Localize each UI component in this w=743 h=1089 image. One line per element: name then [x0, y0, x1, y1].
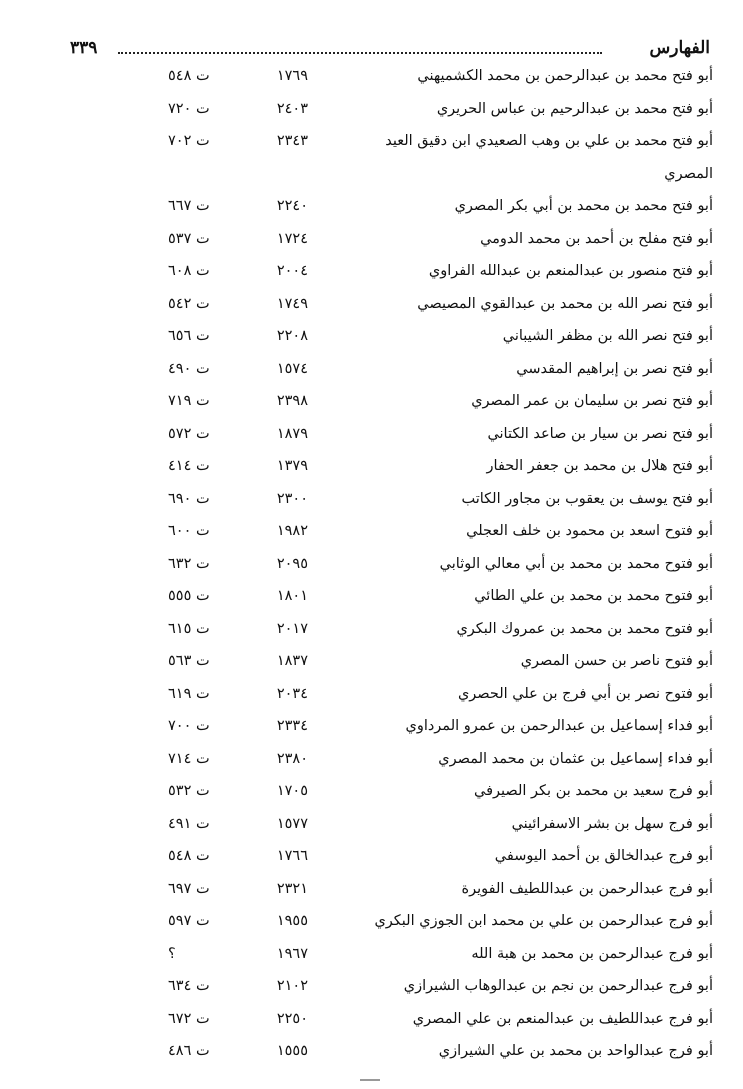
entry-number: ٢٠٩٥: [276, 555, 308, 572]
entry-death-year: ت ٦٩٧: [168, 880, 210, 897]
entry-death-year: ت ٥٥٥: [168, 588, 210, 604]
entry-name: أبو فتح محمد بن محمد بن أبي بكر المصري: [454, 198, 713, 214]
index-entry: [0, 844, 743, 877]
entry-death-year: ت ٥٣٢: [168, 783, 210, 799]
entry-number: ٢٠٠٤: [276, 263, 308, 279]
index-entry: [0, 812, 743, 845]
bottom-mark: [360, 1079, 380, 1081]
entry-name: أبو فرج عبدالواحد بن محمد بن علي الشيرازي: [438, 1043, 713, 1059]
index-entry: [0, 64, 743, 97]
entry-number: ١٨٧٩: [276, 425, 308, 442]
entry-name: أبو فرج عبدالخالق بن أحمد اليوسفي: [494, 848, 713, 864]
entry-number: ١٩٥٥: [276, 913, 308, 929]
index-entry: [0, 292, 743, 325]
entry-number: ١٧٤٩: [276, 295, 308, 312]
entry-death-year: ت ٦٩٠: [168, 490, 210, 507]
entry-number: ٢٣٣٤: [276, 718, 308, 734]
entry-number: ٢٤٠٣: [276, 100, 308, 117]
entry-number: ٢٠١٧: [276, 620, 308, 637]
index-entry: [0, 97, 743, 130]
index-entry: [0, 942, 743, 975]
index-entry: [0, 1007, 743, 1040]
entry-number: ٢٠٣٤: [276, 685, 308, 702]
entry-death-year: ت ٧٠٢: [168, 133, 210, 149]
entry-death-year: ت ٥٧٢: [168, 425, 210, 442]
entry-death-year: ت ٥٣٧: [168, 230, 210, 247]
entry-name: أبو فتح محمد بن عبدالرحمن بن محمد الكشميهني: [417, 68, 713, 84]
entry-name: أبو فتوح ناصر بن حسن المصري: [520, 653, 713, 669]
entry-name: أبو فتوح محمد بن محمد بن أبي معالي الوثابي: [439, 555, 713, 572]
entry-name: أبو فتح منصور بن عبدالمنعم بن عبدالله الفراوي: [428, 263, 713, 279]
entry-death-year: ؟: [168, 945, 176, 962]
entry-number: ٢٣٨٠: [276, 750, 308, 767]
entry-name: أبو فتوح نصر بن أبي فرج بن علي الحصري: [457, 685, 713, 702]
entry-death-year: ت ٦٣٤: [168, 978, 210, 994]
index-entry: [0, 649, 743, 682]
entry-number: ١٩٦٧: [276, 945, 308, 962]
index-entry: [0, 584, 743, 617]
entry-number: ١٧٦٩: [276, 68, 308, 84]
entry-number: ٢٣٩٨: [276, 393, 308, 409]
entry-name: أبو فتح نصر بن إبراهيم المقدسي: [516, 360, 713, 377]
entry-name: أبو فرج عبدالرحمن بن نجم بن عبدالوهاب الشيرازي: [403, 978, 713, 994]
entry-name: أبو فرج عبدالرحمن بن عبداللطيف الفويرة: [461, 880, 713, 897]
entry-number: ٢٣٢١: [276, 880, 308, 897]
index-entry: [0, 357, 743, 390]
entry-name: أبو فرج عبدالرحمن بن علي بن محمد ابن الجوزي البكري: [374, 913, 713, 929]
entry-number: ٢٢٠٨: [276, 328, 308, 344]
entry-number: ٢٢٥٠: [276, 1010, 308, 1027]
entry-death-year: ت ٧١٤: [168, 750, 210, 767]
entry-death-year: ت ٦٠٠: [168, 523, 210, 539]
index-entry: [0, 389, 743, 422]
entry-number: ٢٢٤٠: [276, 198, 308, 214]
entry-number: ١٧٦٦: [276, 848, 308, 864]
index-entry: [0, 617, 743, 650]
index-entry: [0, 162, 743, 195]
leader-dots: [118, 52, 602, 54]
entry-name: أبو فتح نصر الله بن مظفر الشيباني: [502, 328, 713, 344]
index-entry: [0, 682, 743, 715]
entry-name: أبو فتح نصر بن سليمان بن عمر المصري: [471, 393, 713, 409]
index-entry: [0, 422, 743, 455]
entry-name: أبو فتح نصر بن سيار بن صاعد الكتاني: [487, 425, 713, 442]
entry-name: أبو فتح هلال بن محمد بن جعفر الحفار: [486, 458, 713, 474]
page-number: ٣٣٩: [70, 38, 98, 58]
entry-name: المصري: [664, 165, 713, 182]
entry-name: أبو فتح محمد بن علي بن وهب الصعيدي ابن دقيق العيد: [385, 133, 713, 149]
index-entry: [0, 324, 743, 357]
index-entry: [0, 129, 743, 162]
index-list: [0, 64, 743, 1072]
entry-death-year: ت ٥٤٨: [168, 848, 210, 864]
entry-number: ١٨٠١: [276, 588, 308, 604]
entry-name: أبو فداء إسماعيل بن عثمان بن محمد المصري: [438, 750, 713, 767]
index-entry: [0, 974, 743, 1007]
entry-death-year: ت ٦١٩: [168, 685, 210, 702]
entry-death-year: ت ٥٤٢: [168, 295, 210, 312]
entry-name: أبو فتح نصر الله بن محمد بن عبدالقوي المصيصي: [417, 295, 713, 312]
entry-name: أبو فتوح اسعد بن محمود بن خلف العجلي: [466, 523, 713, 539]
index-entry: [0, 552, 743, 585]
entry-death-year: ت ٧٢٠: [168, 100, 210, 117]
entry-number: ١٥٧٤: [276, 360, 308, 377]
entry-number: ١٥٧٧: [276, 815, 308, 832]
entry-death-year: ت ٦٥٦: [168, 328, 210, 344]
entry-death-year: ت ٥٤٨: [168, 68, 210, 84]
entry-death-year: ت ٤٩٠: [168, 360, 210, 377]
entry-death-year: ت ٥٦٣: [168, 653, 210, 669]
entry-number: ١٥٥٥: [276, 1043, 308, 1059]
index-entry: [0, 487, 743, 520]
index-entry: [0, 259, 743, 292]
entry-number: ١٣٧٩: [276, 458, 308, 474]
entry-death-year: ت ٤٩١: [168, 815, 210, 832]
index-entry: [0, 194, 743, 227]
entry-number: ١٧٠٥: [276, 783, 308, 799]
index-entry: [0, 779, 743, 812]
entry-death-year: ت ٥٩٧: [168, 913, 210, 929]
entry-death-year: ت ٤٨٦: [168, 1043, 210, 1059]
entry-number: ٢٣٤٣: [276, 133, 308, 149]
entry-death-year: ت ٧١٩: [168, 393, 210, 409]
entry-death-year: ت ٤١٤: [168, 458, 210, 474]
index-entry: [0, 877, 743, 910]
entry-number: ١٩٨٢: [276, 523, 308, 539]
index-entry: [0, 909, 743, 942]
entry-number: ١٧٢٤: [276, 230, 308, 247]
index-entry: [0, 1039, 743, 1072]
index-entry: [0, 227, 743, 260]
page-title: الفهارس: [649, 38, 710, 58]
entry-name: أبو فرج سعيد بن محمد بن بكر الصيرفي: [474, 783, 713, 799]
index-entry: [0, 519, 743, 552]
entry-number: ٢١٠٢: [276, 978, 308, 994]
entry-death-year: ت ٦٣٢: [168, 555, 210, 572]
entry-number: ١٨٣٧: [276, 653, 308, 669]
entry-death-year: ت ٧٠٠: [168, 718, 210, 734]
entry-name: أبو فتح مفلح بن أحمد بن محمد الدومي: [480, 230, 713, 247]
entry-death-year: ت ٦٠٨: [168, 263, 210, 279]
entry-number: ٢٣٠٠: [276, 490, 308, 507]
index-entry: [0, 454, 743, 487]
entry-name: أبو فرج عبداللطيف بن عبدالمنعم بن علي المصري: [412, 1010, 713, 1027]
entry-name: أبو فداء إسماعيل بن عبدالرحمن بن عمرو المرداوي: [405, 718, 713, 734]
entry-death-year: ت ٦١٥: [168, 620, 210, 637]
entry-name: أبو فرج عبدالرحمن بن محمد بن هبة الله: [471, 945, 713, 962]
index-entry: [0, 747, 743, 780]
entry-death-year: ت ٦٧٢: [168, 1010, 210, 1027]
entry-name: أبو فتح يوسف بن يعقوب بن مجاور الكاتب: [461, 490, 713, 507]
entry-name: أبو فتوح محمد بن محمد بن عمروك البكري: [456, 620, 713, 637]
entry-name: أبو فرج سهل بن بشر الاسفرائيني: [511, 815, 713, 832]
entry-death-year: ت ٦٦٧: [168, 198, 210, 214]
entry-name: أبو فتح محمد بن عبدالرحيم بن عباس الحريري: [436, 100, 713, 117]
entry-name: أبو فتوح محمد بن محمد بن علي الطائي: [474, 588, 713, 604]
index-entry: [0, 714, 743, 747]
